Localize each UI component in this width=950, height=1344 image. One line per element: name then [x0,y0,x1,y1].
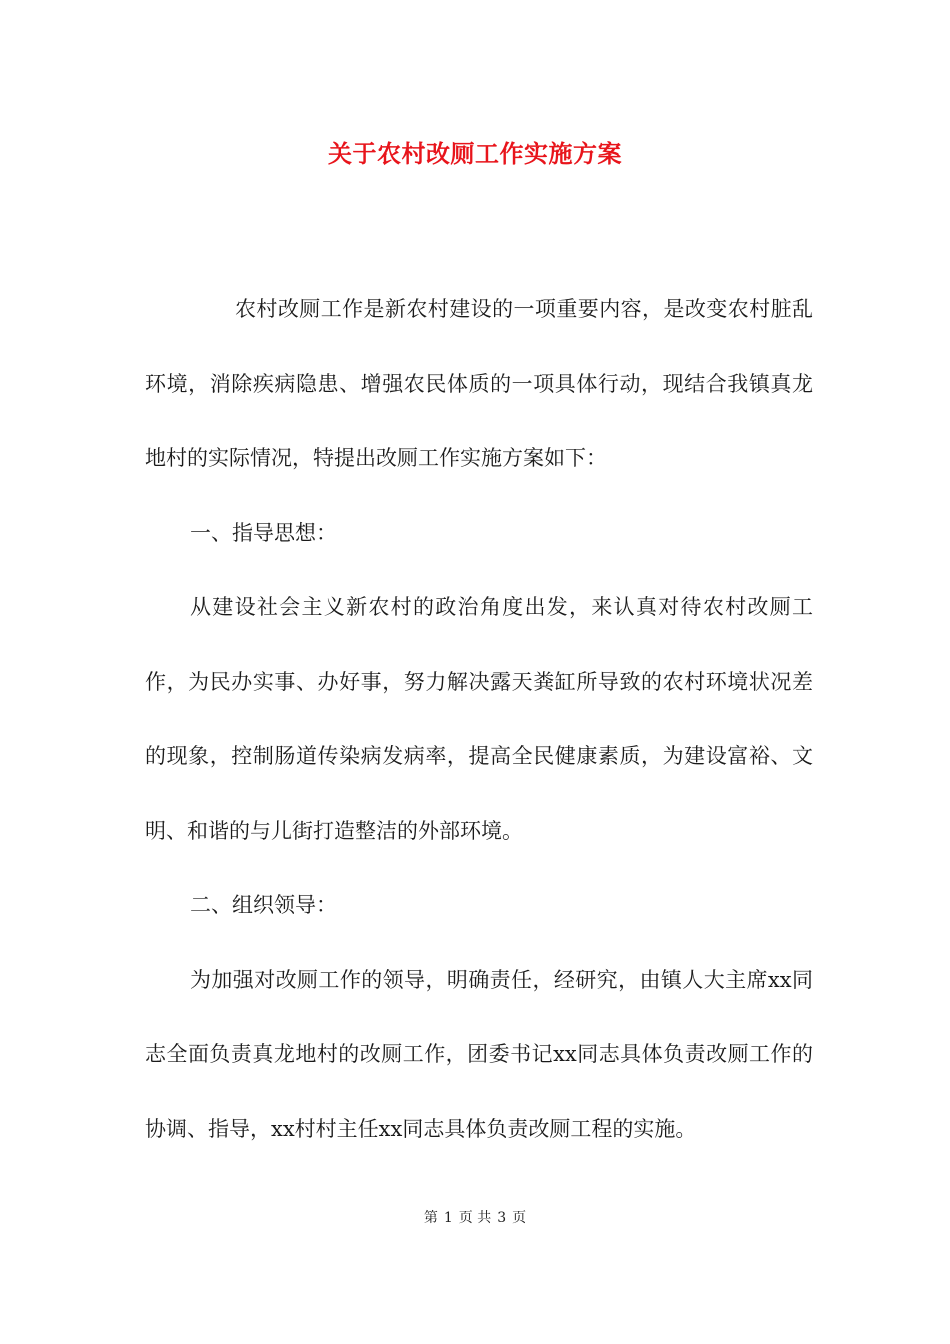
section-heading-guiding-thought: 一、指导思想： [190,520,337,545]
current-page-number: 1 [443,1210,453,1226]
total-pages-number: 3 [497,1210,507,1226]
guiding-thought-paragraph: 从建设社会主义新农村的政治角度出发，来认真对待农村改厕工作，为民办实事、办好事，努力解决露天粪缸所导致的农村环境状况差的现象，控制肠道传染病发病率，提高全民健康素质，为建设富裕、文明、和谐的与儿街打造整洁的外部环境。 [145,595,813,843]
page-label-prefix: 第 [423,1210,438,1226]
page-label-mid: 页 共 [458,1210,492,1226]
document-title: 关于农村改厕工作实施方案 [328,139,622,168]
page-label-suffix: 页 [512,1210,527,1226]
organization-paragraph: 为加强对改厕工作的领导，明确责任，经研究，由镇人大主席xx同志全面负责真龙地村的改厕工作，团委书记xx同志具体负责改厕工作的协调、指导，xx村村主任xx同志具体负责改厕工程的实施。 [145,967,813,1141]
document-body [145,272,813,1166]
intro-paragraph: 农村改厕工作是新农村建设的一项重要内容，是改变农村脏乱环境，消除疾病隐患、增强农民体质的一项具体行动，现结合我镇真龙地村的实际情况，特提出改厕工作实施方案如下： [145,297,813,470]
page-footer [0,1208,950,1228]
section-heading-organization: 二、组织领导： [190,893,337,917]
